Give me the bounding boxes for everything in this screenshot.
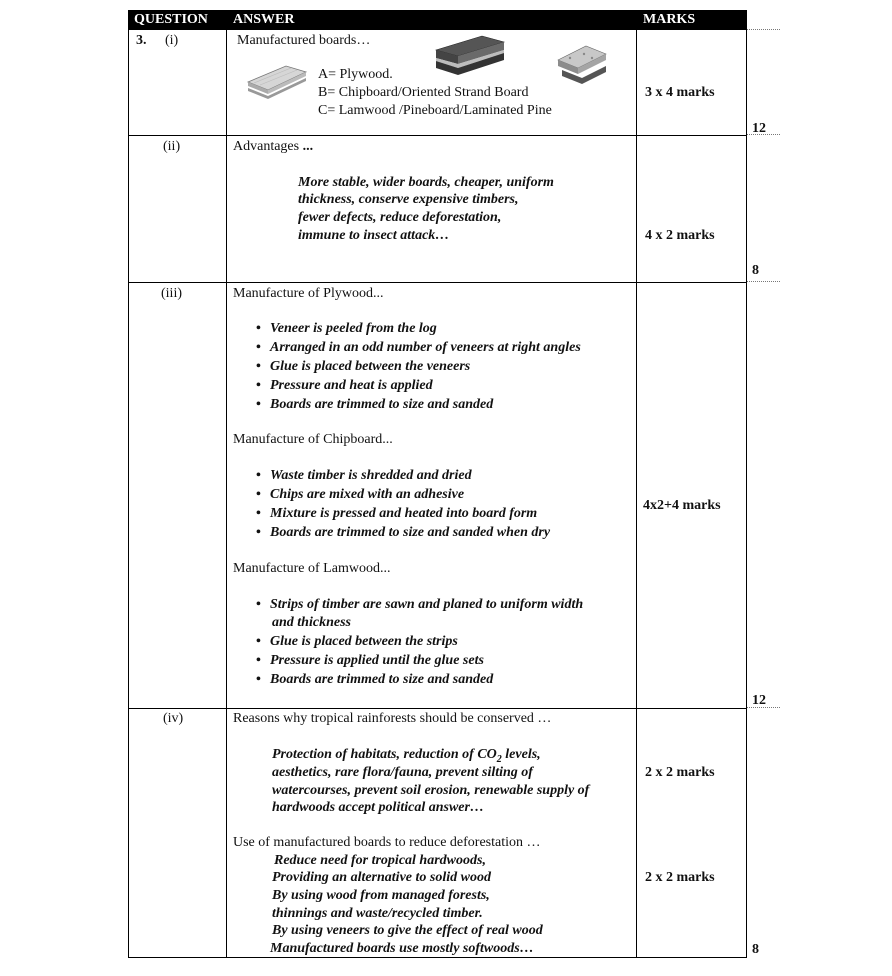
- list-item: • Pressure and heat is applied: [256, 378, 433, 393]
- row-divider-i: [128, 135, 747, 136]
- part-label-iii: (iii): [161, 286, 182, 301]
- total-line: [747, 29, 780, 30]
- question-number: 3.: [136, 33, 147, 48]
- column-divider-answer: [636, 10, 637, 958]
- marks-ii: 4 x 2 marks: [645, 228, 715, 243]
- question-column-header: QUESTION: [134, 12, 208, 27]
- reasons-line: Protection of habitats, reduction of $CO_2$ levels,: [272, 747, 541, 765]
- table-border-right: [746, 10, 747, 958]
- part-label-iv: (iv): [163, 711, 184, 726]
- boards-heading: Use of manufactured boards to reduce deforestation …: [233, 835, 541, 850]
- reasons-line: aesthetics, rare flora/fauna, prevent silting of: [272, 765, 533, 780]
- marks-i: 3 x 4 marks: [645, 85, 715, 100]
- total-i: 12: [752, 121, 766, 136]
- marks-column-header: MARKS: [643, 12, 696, 27]
- list-item: • Glue is placed between the veneers: [256, 359, 471, 374]
- row-divider-ii: [128, 282, 747, 283]
- marks-iv-reasons: 2 x 2 marks: [645, 765, 715, 780]
- advantages-line: fewer defects, reduce deforestation,: [298, 210, 502, 225]
- marks-iii: 4x2+4 marks: [643, 498, 721, 513]
- boards-line: Providing an alternative to solid wood: [272, 870, 491, 885]
- total-iv: 8: [752, 942, 759, 957]
- list-item: • Mixture is pressed and heated into board form: [256, 506, 538, 521]
- part-i-intro: Manufactured boards…: [237, 33, 371, 48]
- boards-line: Reduce need for tropical hardwoods,: [274, 853, 486, 868]
- list-item: • Veneer is peeled from the log: [256, 321, 437, 336]
- total-iii: 12: [752, 693, 766, 708]
- list-item: • Chips are mixed with an adhesive: [256, 487, 465, 502]
- chipboard-board-icon: [434, 34, 506, 76]
- plywood-board-icon: [246, 58, 308, 100]
- list-item-continuation: and thickness: [272, 615, 351, 630]
- reasons-line: watercourses, prevent soil erosion, renewable supply of: [272, 783, 590, 798]
- reasons-line: hardwoods accept political answer…: [272, 800, 484, 815]
- board-item-b: B= Chipboard/Oriented Strand Board: [318, 85, 529, 100]
- total-line: [747, 281, 780, 282]
- answer-column-header: ANSWER: [233, 12, 295, 27]
- list-item: • Boards are trimmed to size and sanded: [256, 397, 494, 412]
- list-item: • Waste timber is shredded and dried: [256, 468, 472, 483]
- part-label-ii: (ii): [163, 139, 181, 154]
- row-divider-iii: [128, 708, 747, 709]
- list-item: • Boards are trimmed to size and sanded: [256, 672, 494, 687]
- lamwood-steps-list-rest: [254, 632, 493, 689]
- part-label-i: (i): [165, 33, 179, 48]
- lamwood-board-icon: [556, 42, 608, 86]
- chipboard-steps-list: [254, 466, 550, 542]
- chipboard-heading: Manufacture of Chipboard...: [233, 432, 393, 447]
- reasons-heading: Reasons why tropical rainforests should be conserved …: [233, 711, 552, 726]
- column-divider-question: [226, 10, 227, 958]
- list-item: • Glue is placed between the strips: [256, 634, 458, 649]
- board-item-c: C= Lamwood /Pineboard/Laminated Pine: [318, 103, 552, 118]
- total-ii: 8: [752, 263, 759, 278]
- table-border-left: [128, 10, 129, 958]
- boards-line: By using veneers to give the effect of real wood: [272, 923, 543, 938]
- marks-iv-boards: 2 x 2 marks: [645, 870, 715, 885]
- advantages-line: immune to insect attack…: [298, 228, 450, 243]
- advantages-line: More stable, wider boards, cheaper, uniform: [298, 175, 554, 190]
- list-item: • Pressure is applied until the glue sets: [256, 653, 484, 668]
- plywood-heading: Manufacture of Plywood...: [233, 286, 384, 301]
- lamwood-heading: Manufacture of Lamwood...: [233, 561, 391, 576]
- advantages-line: thickness, conserve expensive timbers,: [298, 192, 519, 207]
- boards-line: Manufactured boards use mostly softwoods…: [270, 941, 534, 956]
- list-item: • Boards are trimmed to size and sanded when dry: [256, 525, 551, 540]
- plywood-steps-list: [254, 319, 581, 414]
- boards-line: By using wood from managed forests,: [272, 888, 490, 903]
- board-item-a: A= Plywood.: [318, 67, 393, 82]
- list-item: • Strips of timber are sawn and planed to uniform width: [256, 597, 584, 612]
- list-item: • Arranged in an odd number of veneers at right angles: [256, 340, 581, 355]
- lamwood-steps-list: [254, 595, 583, 614]
- part-ii-intro: Advantages ...: [233, 139, 314, 154]
- boards-line: thinnings and waste/recycled timber.: [272, 906, 483, 921]
